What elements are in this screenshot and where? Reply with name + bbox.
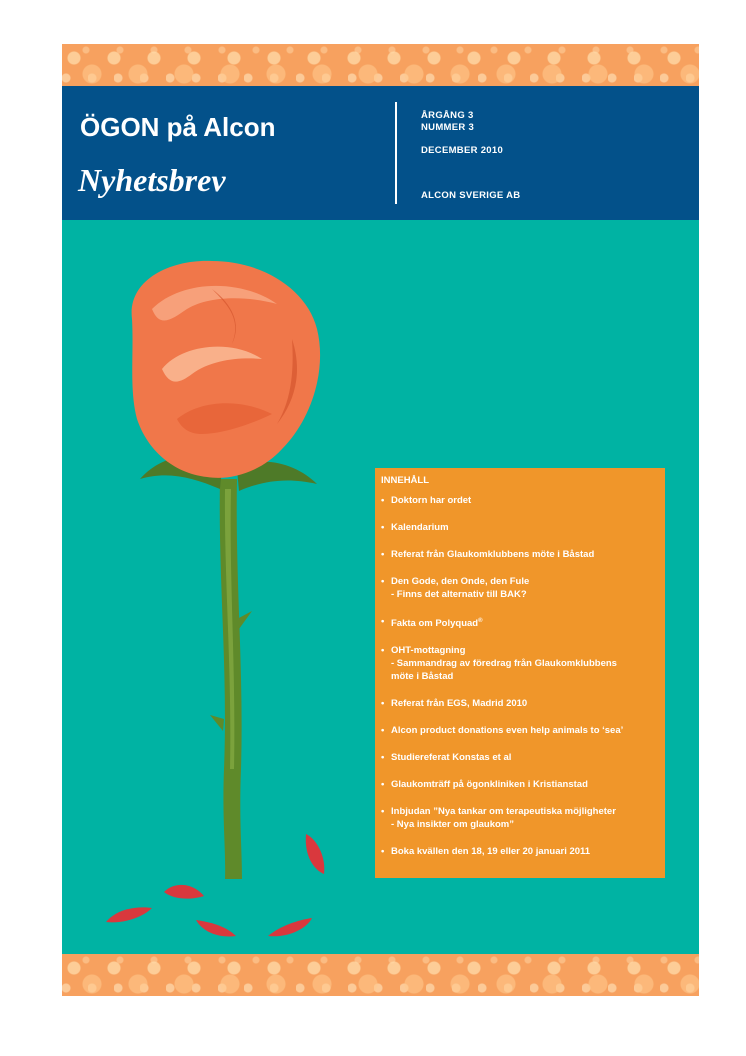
table-of-contents <box>375 468 665 878</box>
toc-item: • Inbjudan ”Nya tankar om terapeutiska möjligheter - Nya insikter om glaukom” <box>381 806 616 831</box>
issue-number: NUMMER 3 <box>421 122 475 133</box>
toc-item: • Studiereferat Konstas et al <box>381 752 512 764</box>
bullet-icon: • <box>381 846 385 858</box>
bullet-icon: • <box>381 549 385 560</box>
toc-item: • Referat från Glaukomklubbens möte i Båstad <box>381 549 595 560</box>
petal <box>300 830 330 878</box>
registered-mark: ® <box>478 618 483 624</box>
bullet-icon: • <box>381 806 385 818</box>
rose-illustration <box>92 249 332 879</box>
issue-date: DECEMBER 2010 <box>421 145 504 156</box>
masthead <box>62 86 699 220</box>
newsletter-title: ÖGON på Alcon <box>80 112 276 142</box>
toc-item: • Alcon product donations even help animals to ‘sea’ <box>381 725 624 737</box>
cover-page <box>62 44 699 996</box>
bullet-icon: • <box>381 576 385 587</box>
bullet-icon: • <box>381 645 385 657</box>
issue-year: ÅRGÅNG 3 <box>421 110 474 121</box>
petal <box>162 880 206 902</box>
masthead-divider <box>395 102 397 204</box>
toc-item: • Kalendarium <box>381 522 449 533</box>
bullet-icon: • <box>381 779 385 791</box>
toc-item: • OHT-mottagning - Sammandrag av föredrag från Glaukomklubbens möte i Båstad <box>381 645 617 683</box>
bullet-icon: • <box>381 522 385 533</box>
toc-item: • Glaukomträff på ögonkliniken i Kristianstad <box>381 779 588 791</box>
newsletter-subtitle: Nyhetsbrev <box>78 162 226 198</box>
toc-list <box>381 494 663 872</box>
petal <box>266 916 314 940</box>
bullet-icon: • <box>381 725 385 737</box>
toc-item: • Doktorn har ordet <box>381 495 472 506</box>
decorative-band-bottom <box>62 954 699 996</box>
toc-item: • Referat från EGS, Madrid 2010 <box>381 698 528 710</box>
bullet-icon: • <box>381 495 385 506</box>
toc-item: • Fakta om Polyquad® <box>381 616 483 630</box>
petal <box>194 916 238 940</box>
publisher: ALCON SVERIGE AB <box>421 190 521 201</box>
bullet-icon: • <box>381 616 385 627</box>
bullet-icon: • <box>381 752 385 764</box>
toc-item: • Den Gode, den Onde, den Fule - Finns det alternativ till BAK? <box>381 576 530 600</box>
decorative-band-top <box>62 44 699 86</box>
petal <box>104 904 154 926</box>
bullet-icon: • <box>381 698 385 710</box>
toc-heading: INNEHÅLL <box>381 475 430 486</box>
toc-item: • Boka kvällen den 18, 19 eller 20 januari 2011 <box>381 846 591 858</box>
